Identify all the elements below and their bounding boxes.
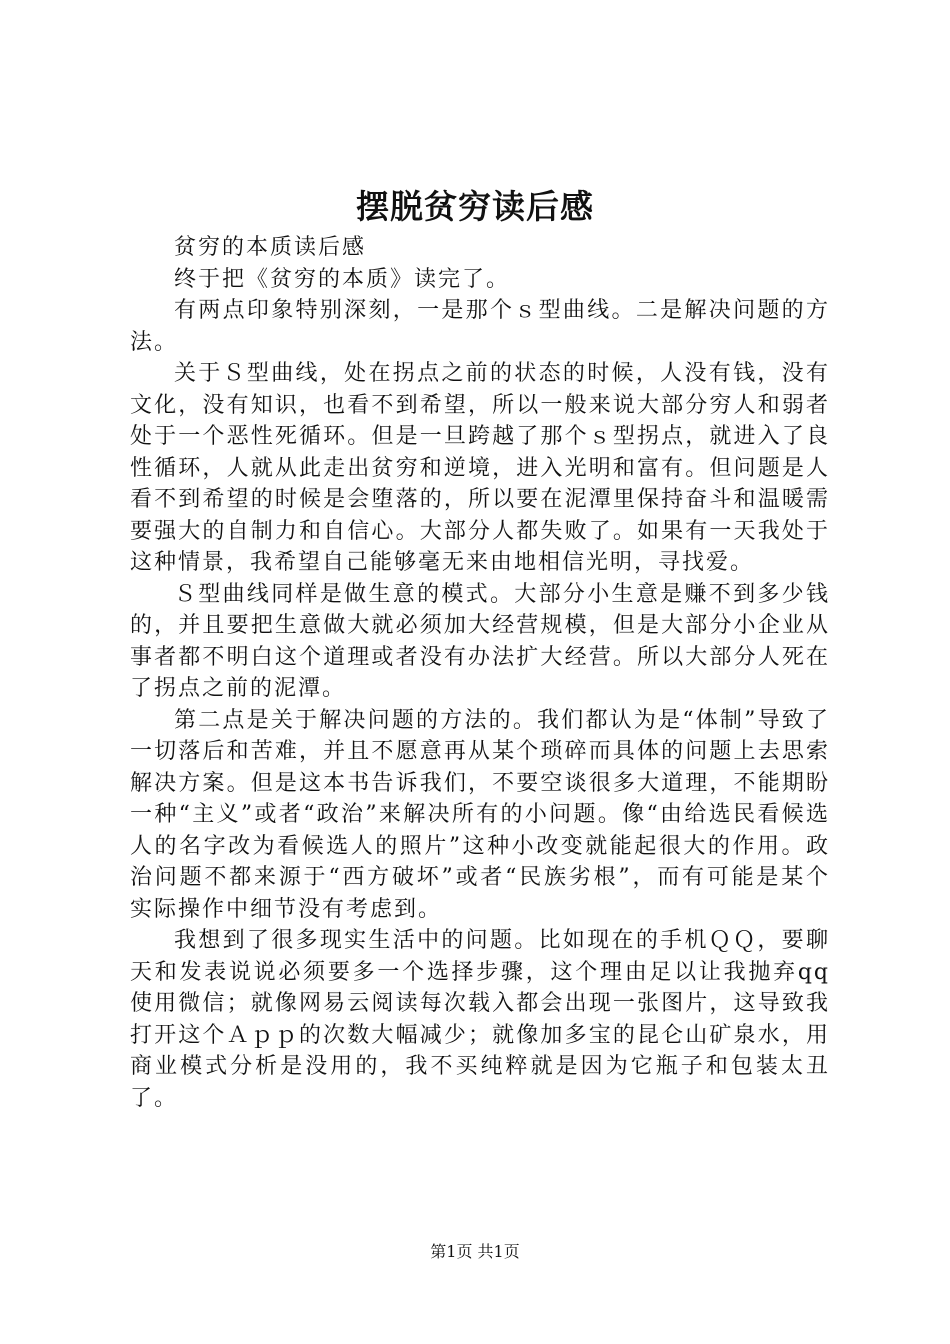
- document-body: [130, 232, 830, 1114]
- paragraph: 终于把《贫穷的本质》读完了。: [174, 266, 511, 292]
- paragraph: 我想到了很多现实生活中的问题。比如现在的手机ＱＱ，要聊天和发表说说必须要多一个选择步骤，这个理由足以让我抛弃qq使用微信；就像网易云阅读每次载入都会出现一张图片，这导致我打开这个Ａｐｐ的次数大幅减少；就像加多宝的昆仑山矿泉水，用商业模式分析是没用的，我不买纯粹就是因为它瓶子和包装太丑了。: [130, 928, 830, 1111]
- paragraph: 贫穷的本质读后感: [174, 235, 367, 260]
- paragraph: 关于Ｓ型曲线，处在拐点之前的状态的时候，人没有钱，没有文化，没有知识，也看不到希望，所以一般来说大部分穷人和弱者处于一个恶性死循环。但是一旦跨越了那个ｓ型拐点，就进入了良性循环，人就从此走出贫穷和逆境，进入光明和富有。但问题是人看不到希望的时候是会堕落的，所以要在泥潭里保持奋斗和温暖需要强大的自制力和自信心。大部分人都失败了。如果有一天我处于这种情景，我希望自己能够毫无来由地相信光明，寻找爱。: [130, 361, 830, 575]
- paragraph: Ｓ型曲线同样是做生意的模式。大部分小生意是赚不到多少钱的，并且要把生意做大就必须加大经营规模，但是大部分小企业从事者都不明白这个道理或者没有办法扩大经营。所以大部分人死在了拐点之前的泥潭。: [130, 581, 830, 701]
- paragraph: 有两点印象特别深刻，一是那个ｓ型曲线。二是解决问题的方法。: [130, 298, 830, 355]
- document-title: 摆脱贫穷读后感: [356, 187, 594, 226]
- paragraph: 第二点是关于解决问题的方法的。我们都认为是“体制”导致了一切落后和苦难，并且不愿意再从某个琐碎而具体的问题上去思索解决方案。但是这本书告诉我们，不要空谈很多大道理，不能期盼一种“主义”或者“政治”来解决所有的小问题。像“由给选民看候选人的名字改为看候选人的照片”这种小改变就能起很大的作用。政治问题不都来源于“西方破坏”或者“民族劣根”，而有可能是某个实际操作中细节没有考虑到。: [130, 707, 830, 922]
- page-footer: 第1页 共1页: [430, 1242, 520, 1261]
